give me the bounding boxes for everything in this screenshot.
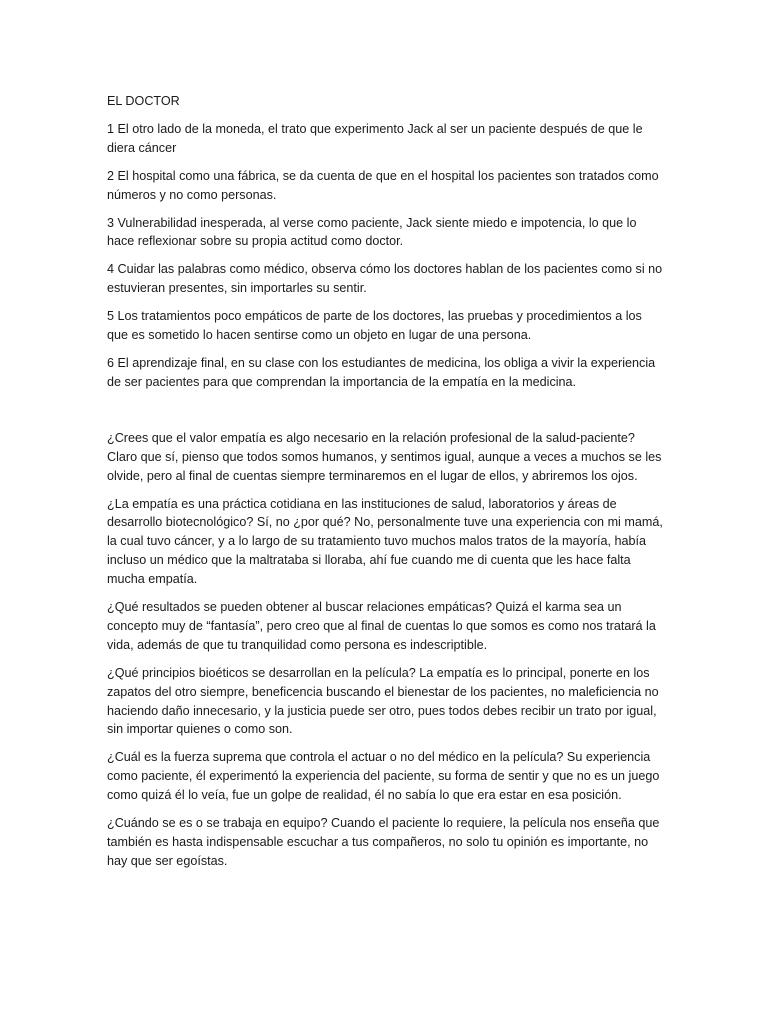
document-body [107, 92, 663, 880]
list-item: 1 El otro lado de la moneda, el trato que experimento Jack al ser un paciente después de que le diera cáncer [107, 121, 643, 155]
qa-paragraph: ¿Cuándo se es o se trabaja en equipo? Cuando el paciente lo requiere, la película nos enseña que también es hasta indispensable escuchar a tus compañeros, no solo tu opinión es importante, no hay que ser egoístas. [107, 816, 660, 868]
list-item: 6 El aprendizaje final, en su clase con los estudiantes de medicina, los obliga a vivir la experiencia de ser pacientes para que comprendan la importancia de la empatía en la medicina. [107, 355, 656, 389]
qa-paragraph: ¿Cuál es la fuerza suprema que controla el actuar o no del médico en la película? Su experiencia como paciente, él experimentó la experiencia del paciente, su forma de sentir y que no es un juego como quizá él lo veía, fue un golpe de realidad, él no sabía lo que era estar en esa posición. [107, 750, 660, 803]
qa-paragraph: ¿Qué principios bioéticos se desarrollan en la película? La empatía es lo principal, ponerte en los zapatos del otro siempre, beneficencia buscando el bienestar de los pacientes, no maleficiencia no haciendo daño innecesario, y la justicia puede ser otro, pues todos debes recibir un trato por igual, sin importar quienes o como son. [107, 665, 659, 737]
list-item: 3 Vulnerabilidad inesperada, al verse como paciente, Jack siente miedo e impotencia, lo que lo hace reflexionar sobre su propia actitud como doctor. [107, 215, 637, 249]
section-spacer [107, 401, 663, 429]
list-item: 2 El hospital como una fábrica, se da cuenta de que en el hospital los pacientes son tratados como números y no como personas. [107, 168, 659, 202]
qa-paragraph: ¿Crees que el valor empatía es algo necesario en la relación profesional de la salud-paciente? Claro que sí, pienso que todos somos humanos, y sentimos igual, aunque a veces a muchos se les olvide, pero al final de cuentas siempre terminaremos en el lugar de ellos, y abriremos los ojos. [107, 430, 662, 483]
list-item: 5 Los tratamientos poco empáticos de parte de los doctores, las pruebas y procedimientos a los que es sometido lo hacen sentirse como un objeto en lugar de una persona. [107, 309, 642, 343]
qa-paragraph: ¿La empatía es una práctica cotidiana en las instituciones de salud, laboratorios y áreas de desarrollo biotecnológico? Sí, no ¿por qué? No, personalmente tuve una experiencia con mi mamá, la cual tuvo cáncer, y a lo largo de su tratamiento tuvo muchos malos tratos de la mayoría, había incluso un médico que la maltrataba si lloraba, ahí fue cuando me di cuenta que les hace falta mucha empatía. [107, 496, 663, 587]
qa-paragraph: ¿Qué resultados se pueden obtener al buscar relaciones empáticas? Quizá el karma sea un concepto muy de “fantasía”, pero creo que al final de cuentas lo que somos es como nos tratará la vida, además de que tu tranquilidad como persona es indescriptible. [107, 600, 656, 652]
document-title: EL DOCTOR [107, 94, 180, 108]
list-item: 4 Cuidar las palabras como médico, observa cómo los doctores hablan de los pacientes como si no estuvieran presentes, sin importarles su sentir. [107, 262, 663, 296]
